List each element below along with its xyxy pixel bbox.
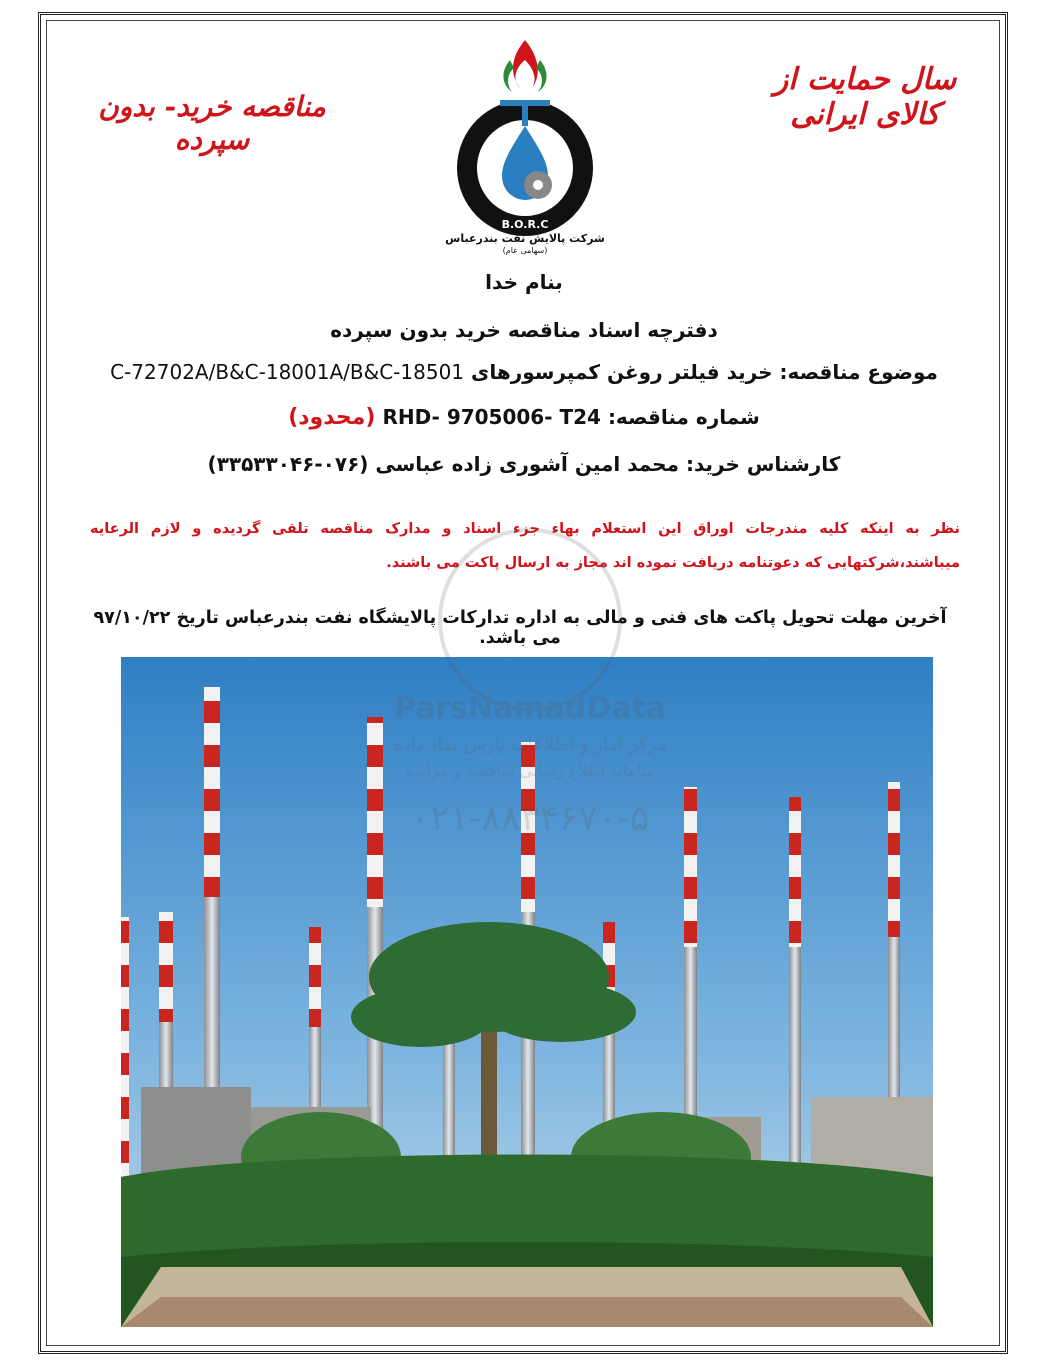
watermark-line2: سامانه اطلاع رسانی مناقصه و مزایده [405,761,655,780]
expert-value: محمد امین آشوری زاده عباسی (۰۷۶-۳۳۵۳۳۰۴۶) [207,452,679,476]
subject-line [60,360,988,384]
tender-number-label: شماره مناقصه: [607,405,760,429]
doc-title: دفترچه اسناد مناقصه خرید بدون سپرده [330,318,718,342]
expert-label: کارشناس خرید: [685,452,841,476]
slogan-tender-type: مناقصه خرید- بدون سپرده [98,90,326,156]
watermark-phone: ۰۲۱-۸۸۳۴۶۷۰-۵ [410,798,650,839]
tender-number-value: RHD- 9705006- T24 [382,405,601,429]
subject-codes: C-72702A/B&C-18001A/B&C-18501 [110,360,465,384]
borc-logo-icon [440,30,610,255]
basmala: بنام خدا [485,270,563,294]
watermark-brand: ParsNamadData [393,691,667,726]
watermark-line1: مرکز آمار و اطلاعات پارس نماد داده [393,734,667,755]
notice-text: نظر به اینکه کلیه مندرجات اوراق این استعلام بهاء جزء اسناد و مدارک مناقصه تلقی گردیده و لازم الرعایه میباشند،شرکتهایی که دعوتنامه دریافت نموده اند مجاز به ارسال پاکت می باشند. [90,521,960,571]
slogan-year: سال حمایت از کالای ایرانی [773,62,957,132]
deadline-text: آخرین مهلت تحویل پاکت های فنی و مالی به اداره تدارکات پالایشگاه نفت بندرعباس تاریخ ۹۷/۱۰/۲۲ می باشد. [93,608,947,648]
expert-line [60,452,988,476]
subject-value: خرید فیلتر روغن کمپرسورهای [470,360,773,384]
tender-limited-tag: (محدود) [288,405,376,430]
logo-company: شرکت پالایش نفت بندرعباس [445,232,605,245]
logo-abbr: B.O.R.C [501,218,549,231]
watermark-stamp [340,500,720,880]
logo-subtitle: (سهامی عام) [502,246,548,255]
tender-number-line [60,405,988,430]
subject-label: موضوع مناقصه: [779,360,938,384]
